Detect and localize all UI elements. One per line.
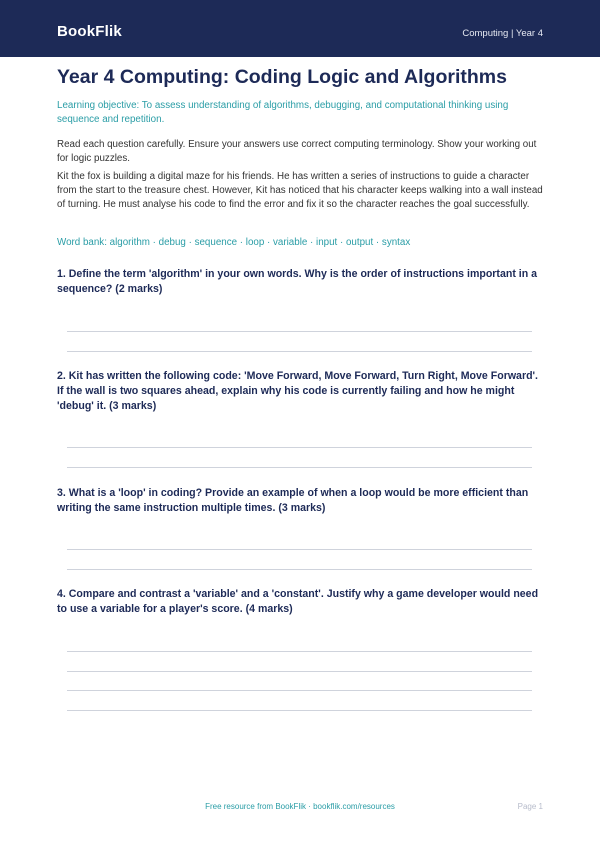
- answer-line[interactable]: [67, 569, 532, 570]
- instructions-text: Read each question carefully. Ensure your answers use correct computing terminology. Show your working out for logic puzzles.: [57, 139, 537, 164]
- answer-line[interactable]: [67, 671, 532, 672]
- question-3: 3. What is a 'loop' in coding? Provide an example of when a loop would be more efficient than writing the same instruction multiple times. (3 marks): [57, 487, 529, 514]
- header-bar: [0, 0, 600, 57]
- answer-line[interactable]: [67, 710, 532, 711]
- answer-line[interactable]: [67, 351, 532, 352]
- page-number: Page 1: [517, 802, 543, 811]
- story-paragraph: Kit the fox is building a digital maze for his friends. He has written a series of instructions to guide a character from the start to the treasure chest. However, Kit has noticed that his character keeps walking into a wall instead of turning. He must analyse his code to find the error and fix it so the character reaches the goal successfully.: [57, 171, 543, 210]
- question-4: 4. Compare and contrast a 'variable' and a 'constant'. Justify why a game developer would need to use a variable for a player's score. (4 marks): [57, 588, 539, 615]
- page-title: Year 4 Computing: Coding Logic and Algorithms: [57, 66, 507, 88]
- question-1: 1. Define the term 'algorithm' in your own words. Why is the order of instructions important in a sequence? (2 marks): [57, 268, 538, 295]
- word-bank: Word bank: algorithm · debug · sequence · loop · variable · input · output · syntax: [57, 237, 411, 248]
- subject-label: Computing | Year 4: [462, 28, 543, 39]
- learning-objective: Learning objective: To assess understanding of algorithms, debugging, and computational thinking using sequence and repetition.: [57, 100, 509, 125]
- question-2: 2. Kit has written the following code: 'Move Forward, Move Forward, Turn Right, Move Forward'. If the wall is two squares ahead, explain why his code is currently failing and how he might 'debug' it. (3 marks): [57, 370, 539, 412]
- answer-line[interactable]: [67, 549, 532, 550]
- brand-logo[interactable]: BookFlik: [57, 23, 122, 40]
- answer-line[interactable]: [67, 331, 532, 332]
- answer-line[interactable]: [67, 467, 532, 468]
- answer-line[interactable]: [67, 447, 532, 448]
- answer-line[interactable]: [67, 690, 532, 691]
- footer-source[interactable]: Free resource from BookFlik · bookflik.com/resources: [205, 802, 395, 811]
- answer-line[interactable]: [67, 651, 532, 652]
